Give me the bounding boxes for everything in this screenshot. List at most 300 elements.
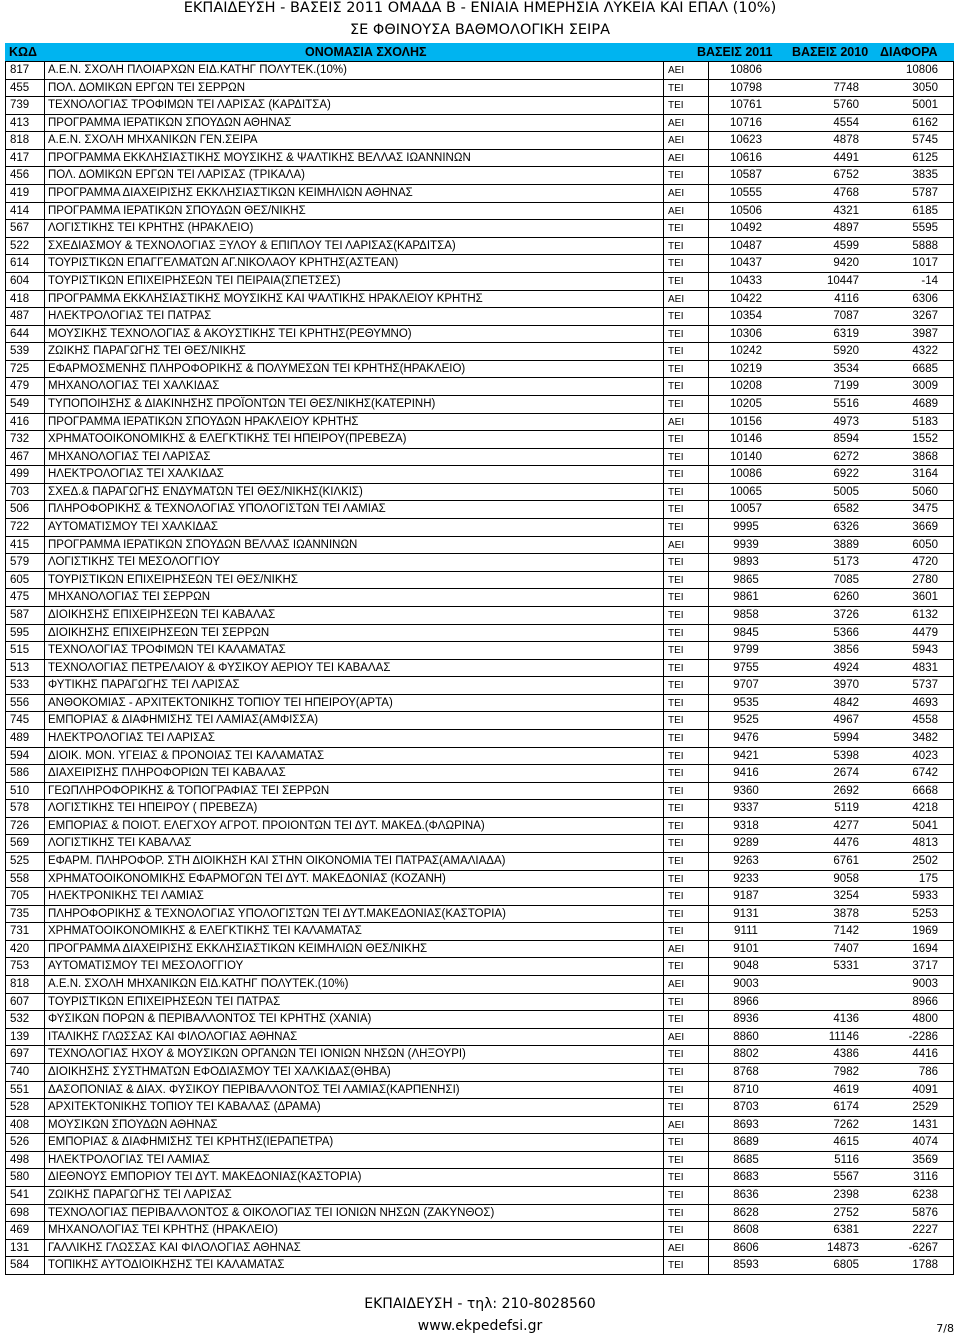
page-number: 7/8 xyxy=(936,1322,954,1335)
row-name: ΤΟΠΙΚΗΣ ΑΥΤΟΔΙΟΙΚΗΣΗΣ ΤΕΙ ΚΑΛΑΜΑΤΑΣ xyxy=(48,1259,285,1272)
row-code: 578 xyxy=(10,802,30,815)
footer-website[interactable]: www.ekpedefsi.gr xyxy=(417,1318,543,1334)
row-base-2010: 4619 xyxy=(833,1083,859,1096)
row-base-2011: 10057 xyxy=(730,503,762,516)
table-row xyxy=(6,624,953,642)
row-base-2011: 9476 xyxy=(733,731,759,744)
row-base-2010: 10447 xyxy=(827,274,859,287)
row-base-2010: 4924 xyxy=(833,661,859,674)
row-code: 498 xyxy=(10,1153,30,1166)
table-row xyxy=(6,694,953,712)
row-base-2011: 8966 xyxy=(733,995,759,1008)
row-base-2011: 8636 xyxy=(733,1189,759,1201)
table-row xyxy=(6,676,953,694)
row-difference: 5041 xyxy=(912,819,938,832)
row-base-2011: 8685 xyxy=(733,1153,759,1166)
row-base-2010: 7087 xyxy=(833,310,859,323)
row-difference: 175 xyxy=(918,872,938,885)
row-name: ΤΕΧΝΟΛΟΓΙΑΣ ΤΡΟΦΙΜΩΝ ΤΕΙ ΛΑΡΙΣΑΣ (ΚΑΡΔΙΤΣΑ) xyxy=(48,99,331,112)
row-type: ΤΕΙ xyxy=(668,346,684,358)
row-difference: 6238 xyxy=(912,1189,938,1201)
table-row xyxy=(6,993,953,1011)
row-name: ΗΛΕΚΤΡΟΛΟΓΙΑΣ ΤΕΙ ΛΑΡΙΣΑΣ xyxy=(48,731,215,744)
row-name: ΔΙΟΙΚΗΣΗΣ ΣΥΣΤΗΜΑΤΩΝ ΕΦΟΔΙΑΣΜΟΥ ΤΕΙ ΧΑΛΚΙΔΑΣ(ΘΗΒΑ) xyxy=(48,1065,391,1078)
row-base-2010: 2674 xyxy=(833,767,859,780)
row-difference: 3116 xyxy=(913,1171,938,1184)
row-code: 510 xyxy=(10,784,30,797)
row-base-2010: 7748 xyxy=(833,81,859,94)
row-base-2011: 10587 xyxy=(730,169,762,182)
row-code: 413 xyxy=(10,116,30,129)
row-code: 569 xyxy=(10,837,30,850)
row-base-2010: 4615 xyxy=(833,1136,859,1149)
row-difference: -14 xyxy=(921,274,938,287)
row-base-2011: 9535 xyxy=(733,696,759,709)
row-name: ΤΕΧΝΟΛΟΓΙΑΣ ΠΕΤΡΕΛΑΙΟΥ & ΦΥΣΙΚΟΥ ΑΕΡΙΟΥ ΤΕΙ ΚΑΒΑΛΑΣ xyxy=(48,661,391,674)
row-code: 533 xyxy=(10,679,30,692)
row-name: ΕΦΑΡΜΟΣΜΕΝΗΣ ΠΛΗΡΟΦΟΡΙΚΗΣ & ΠΟΛΥΜΕΣΩΝ ΤΕΙ ΚΡΗΤΗΣ(ΗΡΑΚΛΕΙΟ) xyxy=(48,362,466,375)
row-type: ΤΕΙ xyxy=(668,311,684,323)
row-type: ΤΕΙ xyxy=(668,803,684,815)
row-name: ΔΙΕΘΝΟΥΣ ΕΜΠΟΡΙΟΥ ΤΕΙ ΔΥΤ. ΜΑΚΕΔΟΝΙΑΣ(ΚΑΣΤΟΡΙΑ) xyxy=(48,1171,362,1184)
row-base-2010: 3254 xyxy=(833,890,859,903)
table-row xyxy=(6,342,953,360)
row-name: ΙΤΑΛΙΚΗΣ ΓΛΩΣΣΑΣ ΚΑΙ ΦΙΛΟΛΟΓΙΑΣ ΑΘΗΝΑΣ xyxy=(48,1030,298,1043)
row-base-2011: 9421 xyxy=(733,749,759,762)
row-base-2011: 10205 xyxy=(730,397,762,410)
row-type: ΤΕΙ xyxy=(668,258,684,270)
row-name: ΗΛΕΚΤΡΟΝΙΚΗΣ ΤΕΙ ΛΑΜΙΑΣ xyxy=(48,890,204,903)
row-name: ΠΡΟΓΡΑΜΜΑ ΙΕΡΑΤΙΚΩΝ ΣΠΟΥΔΩΝ ΒΕΛΛΑΣ ΙΩΑΝΝΙΝΩΝ xyxy=(48,538,358,551)
row-difference: 5737 xyxy=(912,679,938,692)
row-base-2010: 4321 xyxy=(833,204,859,217)
row-difference: 1017 xyxy=(912,257,938,270)
row-type: ΑΕΙ xyxy=(668,943,685,955)
row-difference: 2227 xyxy=(912,1224,938,1237)
row-difference: 4023 xyxy=(912,749,938,762)
row-name: ΠΟΛ. ΔΟΜΙΚΩΝ ΕΡΓΩΝ ΤΕΙ ΣΕΡΡΩΝ xyxy=(48,81,246,94)
row-base-2010: 14873 xyxy=(827,1241,859,1254)
row-base-2011: 8802 xyxy=(733,1048,759,1061)
row-name: ΤΕΧΝΟΛΟΓΙΑΣ ΗΧΟΥ & ΜΟΥΣΙΚΩΝ ΟΡΓΑΝΩΝ ΤΕΙ ΙΟΝΙΩΝ ΝΗΣΩΝ (ΛΗΞΟΥΡΙ) xyxy=(48,1048,466,1061)
row-code: 526 xyxy=(10,1136,30,1149)
row-code: 614 xyxy=(10,257,30,270)
row-type: ΤΕΙ xyxy=(668,1225,684,1237)
row-difference: 3569 xyxy=(912,1153,938,1166)
row-code: 467 xyxy=(10,450,30,463)
row-base-2011: 9187 xyxy=(733,890,759,903)
row-type: ΑΕΙ xyxy=(668,188,685,200)
row-base-2010: 4386 xyxy=(833,1048,859,1061)
row-difference: 4800 xyxy=(912,1013,938,1026)
row-code: 567 xyxy=(10,222,30,235)
row-difference: 3835 xyxy=(912,169,938,182)
row-difference: 5595 xyxy=(912,222,938,235)
row-name: ΔΙΟΙΚΗΣΗΣ ΕΠΙΧΕΙΡΗΣΕΩΝ ΤΕΙ ΣΕΡΡΩΝ xyxy=(48,626,270,639)
row-type: ΑΕΙ xyxy=(668,65,685,76)
row-type: ΑΕΙ xyxy=(668,1119,685,1131)
table-row xyxy=(6,1168,953,1186)
row-difference: 1969 xyxy=(912,925,938,938)
row-base-2011: 9263 xyxy=(733,855,759,868)
row-name: ΑΝΘΟΚΟΜΙΑΣ - ΑΡΧΙΤΕΚΤΟΝΙΚΗΣ ΤΟΠΙΟΥ ΤΕΙ ΗΠΕΙΡΟΥ(ΑΡΤΑ) xyxy=(48,696,393,709)
table-row xyxy=(6,254,953,272)
row-base-2011: 9233 xyxy=(733,872,759,885)
table-row xyxy=(6,957,953,975)
row-name: Α.Ε.Ν. ΣΧΟΛΗ ΜΗΧΑΝΙΚΩΝ ΓΕΝ.ΣΕΙΡΑ xyxy=(48,134,258,147)
table-row xyxy=(6,483,953,501)
row-base-2011: 10506 xyxy=(730,204,762,217)
row-base-2010: 4897 xyxy=(833,222,859,235)
row-type: ΤΕΙ xyxy=(668,1207,684,1219)
footer-contact: ΕΚΠΑΙΔΕΥΣΗ - τηλ: 210-8028560 xyxy=(364,1296,596,1312)
table-row xyxy=(6,782,953,800)
row-difference: 3050 xyxy=(912,81,938,94)
row-base-2010: 4476 xyxy=(833,837,859,850)
row-code: 740 xyxy=(10,1065,30,1078)
document-subtitle: ΣΕ ΦΘΙΝΟΥΣΑ ΒΑΘΜΟΛΟΓΙΚΗ ΣΕΙΡΑ xyxy=(349,22,611,38)
row-difference: 5933 xyxy=(912,890,938,903)
row-difference: 5183 xyxy=(912,415,938,428)
row-difference: 5787 xyxy=(912,187,938,200)
row-difference: 1431 xyxy=(912,1118,938,1131)
row-code: 506 xyxy=(10,503,30,516)
table-row xyxy=(6,905,953,923)
row-base-2010: 5119 xyxy=(834,802,859,815)
row-base-2011: 10156 xyxy=(730,415,762,428)
table-row xyxy=(6,307,953,325)
row-difference: 4558 xyxy=(912,714,938,727)
table-row xyxy=(6,1221,953,1239)
row-base-2010: 3856 xyxy=(833,644,859,657)
row-base-2010: 5173 xyxy=(833,556,859,569)
row-type: ΑΕΙ xyxy=(668,979,685,991)
row-name: ΠΡΟΓΡΑΜΜΑ ΕΚΚΛΗΣΙΑΣΤΙΚΗΣ ΜΟΥΣΙΚΗΣ & ΨΑΛΤΙΚΗΣ ΒΕΛΛΑΣ ΙΩΑΝΝΙΝΩΝ xyxy=(48,151,471,164)
row-type: ΤΕΙ xyxy=(668,645,684,657)
table-row xyxy=(6,219,953,237)
row-difference: 4322 xyxy=(912,345,938,358)
row-code: 580 xyxy=(10,1171,30,1184)
row-difference: 4831 xyxy=(912,661,938,674)
row-base-2011: 9289 xyxy=(733,837,759,850)
row-difference: 6306 xyxy=(912,292,938,305)
row-code: 417 xyxy=(10,151,30,164)
row-difference: 5001 xyxy=(912,99,938,112)
row-base-2010: 6761 xyxy=(833,855,859,868)
row-code: 703 xyxy=(10,485,30,498)
row-name: ΕΦΑΡΜ. ΠΛΗΡΟΦΟΡ. ΣΤΗ ΔΙΟΙΚΗΣΗ ΚΑΙ ΣΤΗΝ ΟΙΚΟΝΟΜΙΑ ΤΕΙ ΠΑΤΡΑΣ(ΑΜΑΛΙΑΔΑ) xyxy=(48,855,506,868)
row-base-2010: 3726 xyxy=(833,608,859,621)
row-difference: 3868 xyxy=(912,450,938,463)
row-base-2010: 8594 xyxy=(833,433,859,446)
row-base-2010: 3534 xyxy=(833,362,859,375)
row-code: 515 xyxy=(10,644,30,657)
row-name: ΤΕΧΝΟΛΟΓΙΑΣ ΠΕΡΙΒΑΛΛΟΝΤΟΣ & ΟΙΚΟΛΟΓΙΑΣ ΤΕΙ ΙΟΝΙΩΝ ΝΗΣΩΝ (ΖΑΚΥΝΘΟΣ) xyxy=(48,1206,495,1219)
row-base-2011: 10616 xyxy=(730,151,762,164)
row-name: ΔΑΣΟΠΟΝΙΑΣ & ΔΙΑΧ. ΦΥΣΙΚΟΥ ΠΕΡΙΒΑΛΛΟΝΤΟΣ ΤΕΙ ΛΑΜΙΑΣ(ΚΑΡΠΕΝΗΣΙ) xyxy=(48,1083,460,1096)
row-type: ΤΕΙ xyxy=(668,785,684,797)
row-name: ΜΗΧΑΝΟΛΟΓΙΑΣ ΤΕΙ ΚΡΗΤΗΣ (ΗΡΑΚΛΕΙΟ) xyxy=(48,1224,278,1237)
table-row xyxy=(6,922,953,940)
row-name: ΜΗΧΑΝΟΛΟΓΙΑΣ ΤΕΙ ΣΕΡΡΩΝ xyxy=(48,591,211,604)
row-type: ΤΕΙ xyxy=(668,856,684,868)
table-row xyxy=(6,711,953,729)
row-name: ΜΗΧΑΝΟΛΟΓΙΑΣ ΤΕΙ ΛΑΡΙΣΑΣ xyxy=(48,450,211,463)
row-name: ΗΛΕΚΤΡΟΛΟΓΙΑΣ ΤΕΙ ΛΑΜΙΑΣ xyxy=(48,1153,210,1166)
row-base-2011: 10208 xyxy=(730,380,762,393)
table-row xyxy=(6,96,953,114)
row-name: ΤΕΧΝΟΛΟΓΙΑΣ ΤΡΟΦΙΜΩΝ ΤΕΙ ΚΑΛΑΜΑΤΑΣ xyxy=(48,644,286,657)
row-name: ΓΑΛΛΙΚΗΣ ΓΛΩΣΣΑΣ ΚΑΙ ΦΙΛΟΛΟΓΙΑΣ ΑΘΗΝΑΣ xyxy=(48,1241,301,1254)
table-row xyxy=(6,764,953,782)
row-code: 479 xyxy=(10,380,30,393)
row-type: ΤΕΙ xyxy=(668,486,684,498)
row-name: ΜΗΧΑΝΟΛΟΓΙΑΣ ΤΕΙ ΧΑΛΚΙΔΑΣ xyxy=(48,380,220,393)
row-base-2011: 9416 xyxy=(733,767,759,780)
row-type: ΤΕΙ xyxy=(668,1172,684,1184)
row-base-2010: 6319 xyxy=(833,327,859,340)
table-row xyxy=(6,360,953,378)
table-row xyxy=(6,61,953,79)
row-code: 739 xyxy=(10,99,30,112)
row-type: ΤΕΙ xyxy=(668,996,684,1008)
row-base-2011: 9858 xyxy=(733,608,759,621)
row-base-2010: 6381 xyxy=(833,1224,859,1237)
row-name: ΓΕΩΠΛΗΡΟΦΟΡΙΚΗΣ & ΤΟΠΟΓΡΑΦΙΑΣ ΤΕΙ ΣΕΡΡΩΝ xyxy=(48,784,330,797)
row-name: ΧΡΗΜΑΤΟΟΙΚΟΝΟΜΙΚΗΣ ΕΦΑΡΜΟΓΩΝ ΤΕΙ ΔΥΤ. ΜΑΚΕΔΟΝΙΑΣ (ΚΟΖΑΝΗ) xyxy=(48,872,446,885)
row-name: ΣΧΕΔΙΑΣΜΟΥ & ΤΕΧΝΟΛΟΓΙΑΣ ΞΥΛΟΥ & ΕΠΙΠΛΟΥ ΤΕΙ ΛΑΡΙΣΑΣ(ΚΑΡΔΙΤΣΑ) xyxy=(48,239,456,252)
row-name: ΛΟΓΙΣΤΙΚΗΣ ΤΕΙ ΚΑΒΑΛΑΣ xyxy=(48,837,192,850)
row-type: ΑΕΙ xyxy=(668,293,685,305)
row-type: ΤΕΙ xyxy=(668,522,684,534)
row-code: 705 xyxy=(10,890,30,903)
row-base-2010: 2692 xyxy=(833,784,859,797)
row-type: ΤΕΙ xyxy=(668,1137,684,1149)
row-base-2011: 9893 xyxy=(733,556,759,569)
row-name: ΤΟΥΡΙΣΤΙΚΩΝ ΕΠΙΧΕΙΡΗΣΕΩΝ ΤΕΙ ΘΕΣ/ΝΙΚΗΣ xyxy=(48,573,298,586)
row-base-2011: 9131 xyxy=(733,907,759,920)
row-base-2010: 5366 xyxy=(833,626,859,639)
row-name: ΠΡΟΓΡΑΜΜΑ ΕΚΚΛΗΣΙΑΣΤΙΚΗΣ ΜΟΥΣΙΚΗΣ ΚΑΙ ΨΑΛΤΙΚΗΣ ΗΡΑΚΛΕΙΟΥ ΚΡΗΤΗΣ xyxy=(48,292,483,305)
row-code: 697 xyxy=(10,1048,30,1061)
row-base-2011: 8703 xyxy=(733,1101,759,1114)
row-type: ΑΕΙ xyxy=(668,205,685,217)
row-code: 541 xyxy=(10,1189,30,1201)
row-type: ΤΕΙ xyxy=(668,926,684,938)
row-base-2011: 10242 xyxy=(730,345,762,358)
row-name: ΦΥΤΙΚΗΣ ΠΑΡΑΓΩΓΗΣ ΤΕΙ ΛΑΡΙΣΑΣ xyxy=(48,679,240,692)
row-difference: 6742 xyxy=(912,767,938,780)
table-row xyxy=(6,1081,953,1099)
row-code: 732 xyxy=(10,433,30,446)
row-code: 594 xyxy=(10,749,30,762)
row-base-2010: 7982 xyxy=(833,1065,859,1078)
table-row xyxy=(6,237,953,255)
table-row xyxy=(6,377,953,395)
row-name: ΠΡΟΓΡΑΜΜΑ ΙΕΡΑΤΙΚΩΝ ΣΠΟΥΔΩΝ ΘΕΣ/ΝΙΚΗΣ xyxy=(48,204,306,217)
row-type: ΤΕΙ xyxy=(668,609,684,621)
table-row xyxy=(6,430,953,448)
header-code: ΚΩΔ xyxy=(9,45,38,59)
row-base-2010: 7407 xyxy=(833,942,859,955)
row-code: 499 xyxy=(10,468,30,481)
row-base-2011: 10806 xyxy=(730,64,762,76)
table-row xyxy=(6,641,953,659)
row-base-2010: 2752 xyxy=(833,1206,859,1219)
table-row xyxy=(6,817,953,835)
row-difference: 6685 xyxy=(912,362,938,375)
row-difference: 5060 xyxy=(912,485,938,498)
row-code: 513 xyxy=(10,661,30,674)
row-difference: 786 xyxy=(918,1065,938,1078)
row-type: ΤΕΙ xyxy=(668,557,684,569)
row-base-2011: 10487 xyxy=(730,239,762,252)
row-base-2010: 5398 xyxy=(833,749,859,762)
header-diff: ΔΙΑΦΟΡΑ xyxy=(880,45,938,59)
row-code: 455 xyxy=(10,81,30,94)
row-type: ΤΕΙ xyxy=(668,381,684,393)
table-row xyxy=(6,975,953,993)
table-row xyxy=(6,290,953,308)
row-name: ΤΟΥΡΙΣΤΙΚΩΝ ΕΠΑΓΓΕΛΜΑΤΩΝ ΑΓ.ΝΙΚΟΛΑΟΥ ΚΡΗΤΗΣ(ΑΣΤΕΑΝ) xyxy=(48,257,399,270)
row-code: 489 xyxy=(10,731,30,744)
row-type: ΑΕΙ xyxy=(668,1242,685,1254)
table-row xyxy=(6,1256,953,1274)
row-base-2010: 4973 xyxy=(833,415,859,428)
row-base-2010: 4967 xyxy=(833,714,859,727)
row-type: ΤΕΙ xyxy=(668,363,684,375)
table-row xyxy=(6,1010,953,1028)
row-base-2011: 10798 xyxy=(730,81,762,94)
row-base-2011: 10065 xyxy=(730,485,762,498)
row-difference: 4218 xyxy=(912,802,938,815)
row-code: 525 xyxy=(10,855,30,868)
row-code: 414 xyxy=(10,204,30,217)
row-base-2010: 3878 xyxy=(833,907,859,920)
row-difference: 4074 xyxy=(912,1136,938,1149)
row-type: ΤΕΙ xyxy=(668,1066,684,1078)
row-difference: 2780 xyxy=(912,573,938,586)
row-name: Α.Ε.Ν. ΣΧΟΛΗ ΠΛΟΙΑΡΧΩΝ ΕΙΔ.ΚΑΤΗΓ ΠΟΛΥΤΕΚ.(10%) xyxy=(48,64,347,76)
row-type: ΑΕΙ xyxy=(668,1031,685,1043)
header-b2011: ΒΑΣΕΙΣ 2011 xyxy=(697,45,773,59)
results-table xyxy=(5,61,954,1275)
row-base-2010: 4599 xyxy=(833,239,859,252)
row-name: ΑΥΤΟΜΑΤΙΣΜΟΥ ΤΕΙ ΜΕΣΟΛΟΓΓΙΟΥ xyxy=(48,960,244,973)
row-base-2011: 10716 xyxy=(730,116,762,129)
row-type: ΤΕΙ xyxy=(668,82,684,94)
row-type: ΤΕΙ xyxy=(668,1049,684,1061)
row-type: ΤΕΙ xyxy=(668,504,684,516)
row-name: ΤΟΥΡΙΣΤΙΚΩΝ ΕΠΙΧΕΙΡΗΣΕΩΝ ΤΕΙ ΠΕΙΡΑΙΑ(ΣΠΕΤΣΕΣ) xyxy=(48,274,341,287)
row-base-2010: 7199 xyxy=(833,380,859,393)
table-row xyxy=(6,1239,953,1257)
row-difference: 4720 xyxy=(912,556,938,569)
row-base-2010: 4554 xyxy=(833,116,859,129)
table-row xyxy=(6,553,953,571)
row-base-2011: 9939 xyxy=(733,538,759,551)
row-base-2010: 6922 xyxy=(833,468,859,481)
row-difference: 4479 xyxy=(912,626,938,639)
row-base-2011: 9337 xyxy=(733,802,759,815)
row-type: ΤΕΙ xyxy=(668,398,684,410)
table-row xyxy=(6,852,953,870)
table-row xyxy=(6,747,953,765)
row-type: ΤΕΙ xyxy=(668,768,684,780)
row-name: ΠΟΛ. ΔΟΜΙΚΩΝ ΕΡΓΩΝ ΤΕΙ ΛΑΡΙΣΑΣ (ΤΡΙΚΑΛΑ) xyxy=(48,169,305,182)
row-base-2010: 9420 xyxy=(833,257,859,270)
row-type: ΤΕΙ xyxy=(668,328,684,340)
row-base-2010: 5920 xyxy=(833,345,859,358)
row-code: 587 xyxy=(10,608,30,621)
row-type: ΤΕΙ xyxy=(668,1084,684,1096)
row-base-2010: 6752 xyxy=(833,169,859,182)
row-difference: 6132 xyxy=(912,608,938,621)
table-row xyxy=(6,588,953,606)
row-base-2010: 6260 xyxy=(833,591,859,604)
row-code: 605 xyxy=(10,573,30,586)
row-name: ΔΙΟΙΚ. ΜΟΝ. ΥΓΕΙΑΣ & ΠΡΟΝΟΙΑΣ ΤΕΙ ΚΑΛΑΜΑΤΑΣ xyxy=(48,749,325,762)
row-code: 522 xyxy=(10,239,30,252)
table-row xyxy=(6,166,953,184)
table-row xyxy=(6,571,953,589)
row-type: ΤΕΙ xyxy=(668,838,684,850)
row-base-2011: 10437 xyxy=(730,257,762,270)
row-name: ΧΡΗΜΑΤΟΟΙΚΟΝΟΜΙΚΗΣ & ΕΛΕΓΚΤΙΚΗΣ ΤΕΙ ΚΑΛΑΜΑΤΑΣ xyxy=(48,925,362,938)
row-code: 607 xyxy=(10,995,30,1008)
table-row xyxy=(6,1063,953,1081)
row-code: 539 xyxy=(10,345,30,358)
row-base-2011: 8860 xyxy=(733,1030,759,1043)
row-type: ΤΕΙ xyxy=(668,908,684,920)
row-name: ΦΥΣΙΚΩΝ ΠΟΡΩΝ & ΠΕΡΙΒΑΛΛΟΝΤΟΣ ΤΕΙ ΚΡΗΤΗΣ (ΧΑΝΙΑ) xyxy=(48,1013,372,1026)
row-base-2010: 4116 xyxy=(834,292,859,305)
row-type: ΑΕΙ xyxy=(668,152,685,164)
row-code: 817 xyxy=(10,64,30,76)
table-row xyxy=(6,1116,953,1134)
row-code: 139 xyxy=(10,1030,30,1043)
row-code: 408 xyxy=(10,1118,30,1131)
row-base-2011: 10623 xyxy=(730,134,762,147)
row-base-2010: 4878 xyxy=(833,134,859,147)
row-difference: 5876 xyxy=(912,1206,938,1219)
row-base-2011: 9995 xyxy=(733,521,759,534)
row-base-2010: 7142 xyxy=(833,925,859,938)
row-name: ΛΟΓΙΣΤΙΚΗΣ ΤΕΙ ΗΠΕΙΡΟΥ ( ΠΡΕΒΕΖΑ) xyxy=(48,802,258,815)
row-name: ΠΡΟΓΡΑΜΜΑ ΙΕΡΑΤΙΚΩΝ ΣΠΟΥΔΩΝ ΑΘΗΝΑΣ xyxy=(48,116,292,129)
row-base-2010: 5567 xyxy=(833,1171,859,1184)
row-type: ΤΕΙ xyxy=(668,1102,684,1114)
row-difference: 3475 xyxy=(912,503,938,516)
row-type: ΤΕΙ xyxy=(668,820,684,832)
row-difference: -2286 xyxy=(908,1030,938,1043)
row-type: ΤΕΙ xyxy=(668,170,684,182)
row-name: ΛΟΓΙΣΤΙΚΗΣ ΤΕΙ ΜΕΣΟΛΟΓΓΙΟΥ xyxy=(48,556,220,569)
row-base-2011: 9755 xyxy=(733,661,759,674)
row-base-2011: 8628 xyxy=(733,1206,759,1219)
row-difference: -6267 xyxy=(908,1241,938,1254)
table-row xyxy=(6,887,953,905)
table-row xyxy=(6,1204,953,1222)
row-name: ΠΛΗΡΟΦΟΡΙΚΗΣ & ΤΕΧΝΟΛΟΓΙΑΣ ΥΠΟΛΟΓΙΣΤΩΝ ΤΕΙ ΔΥΤ.ΜΑΚΕΔΟΝΙΑΣ(ΚΑΣΤΟΡΙΑ) xyxy=(48,907,506,920)
row-difference: 4091 xyxy=(912,1083,938,1096)
row-difference: 5253 xyxy=(912,907,938,920)
row-difference: 3267 xyxy=(912,310,938,323)
row-base-2010: 4277 xyxy=(833,819,859,832)
row-code: 595 xyxy=(10,626,30,639)
row-base-2010: 7262 xyxy=(833,1118,859,1131)
row-code: 556 xyxy=(10,696,30,709)
